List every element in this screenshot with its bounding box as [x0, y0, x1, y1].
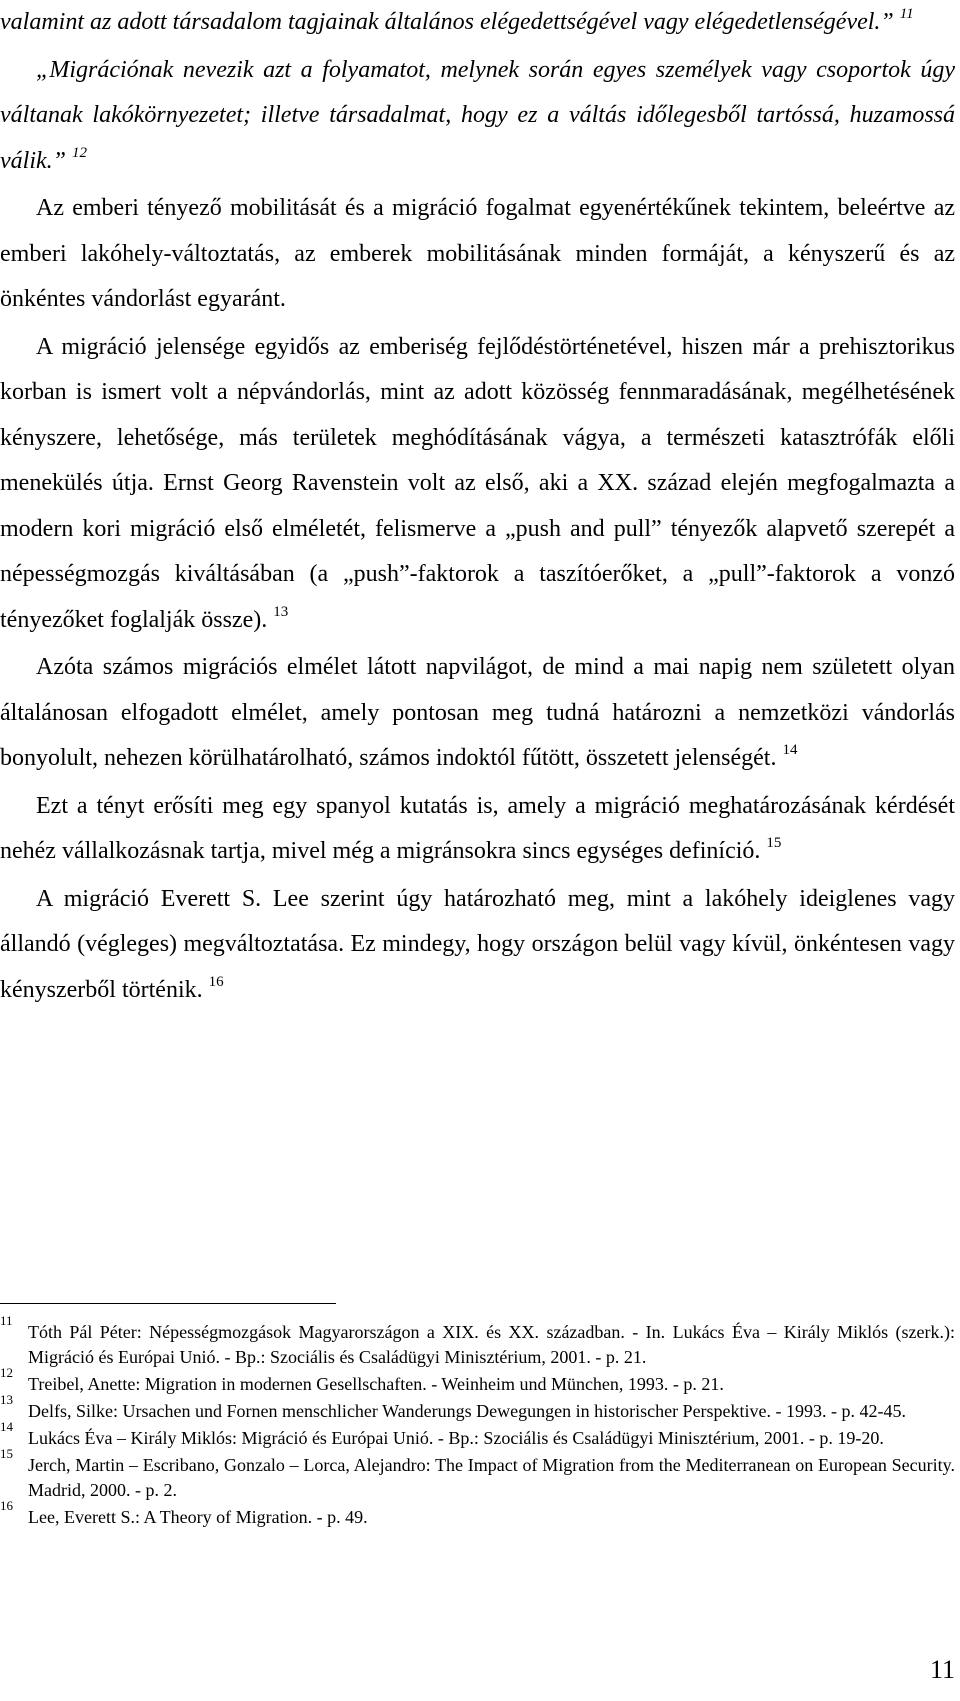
footnotes: [0, 1313, 955, 1532]
footnote-number: 11: [0, 1313, 13, 1328]
footnote-number: 14: [0, 1419, 13, 1434]
footnote-number: 16: [0, 1498, 13, 1513]
footnote-15: [0, 1446, 955, 1503]
paragraph-spanish-research: Ezt a tényt erősíti meg egy spanyol kutatás is, amely a migráció meghatározásának kérdését nehéz vállalkozásnak tartja, mivel még a migránsokra sincs egységes definíció. $^{15}$: [0, 792, 955, 864]
footnote-text: Lee, Everett S.: A Theory of Migration. - p. 49.: [28, 1507, 368, 1527]
footnote-14: [0, 1419, 955, 1451]
quote-paragraph-migration-definition: „Migrációnak nevezik azt a folyamatot, melynek során egyes személyek vagy csoportok úgy váltanak lakókörnyezetet; illetve társadalmat, hogy ez a váltás időlegesből tartóssá, huzamossá válik.” $^{12}$: [0, 56, 955, 174]
footnote-ref-15[interactable]: 15: [766, 835, 782, 851]
paragraph-history: A migráció jelensége egyidős az emberiség fejlődéstörténetével, hiszen már a prehisztorikus korban is ismert volt a népvándorlás, mint az adott közösség fennmaradásának, megélhetésének kényszere, lehetősége, más területek meghódításának vágya, a természeti katasztrófák előli menekülés útja. Ernst Georg Ravenstein volt az első, aki a XX. század elején megfogalmazta a modern kori migráció első elméletét, felismerve a „push and pull” tényezők alapvető szerepét a népességmozgás kiváltásában (a „push”-faktorok a taszítóerőket, a „pull”-faktorok a vonzó tényezőket foglalják össze). $^{13}$: [0, 333, 955, 633]
paragraph-lee-definition: A migráció Everett S. Lee szerint úgy határozható meg, mint a lakóhely ideiglenes vagy állandó (végleges) megváltoztatása. Ez mindegy, hogy országon belül vagy kívül, önkéntesen vagy kényszerből történik. $^{16}$: [0, 885, 955, 1003]
footnote-13: [0, 1392, 955, 1424]
footnote-ref-16[interactable]: 16: [208, 973, 224, 990]
footnote-ref-13[interactable]: 13: [273, 603, 289, 620]
footnote-text: Jerch, Martin – Escribano, Gonzalo – Lorca, Alejandro: The Impact of Migration from the Mediterranean on European Security. Madrid, 2000. - p. 2.: [28, 1455, 955, 1500]
footnote-separator: [0, 1303, 336, 1304]
footnote-number: 13: [0, 1392, 13, 1407]
footnote-number: 12: [0, 1365, 13, 1380]
footnote-text: Treibel, Anette: Migration in modernen Gesellschaften. - Weinheim und München, 1993. - p. 21.: [28, 1374, 724, 1394]
footnote-text: Delfs, Silke: Ursachen und Fornen menschlicher Wanderungs Dewegungen in historischer Perspektive. - 1993. - p. 42-45.: [28, 1401, 907, 1421]
footnote-text: Tóth Pál Péter: Népességmozgások Magyarországon a XIX. és XX. században. - In. Lukács Éva – Király Miklós (szerk.): Migráció és Európai Unió. - Bp.: Szociális és Családügyi Minisztérium, 2001. - p. 21.: [28, 1322, 955, 1367]
footnote-16: [0, 1498, 955, 1530]
footnote-number: 15: [0, 1446, 13, 1461]
paragraph-mobility: Az emberi tényező mobilitását és a migráció fogalmat egyenértékűnek tekintem, beleértve az emberi lakóhely-változtatás, az emberek mobilitásának minden formáját, a kényszerű és az önkéntes vándorlást egyaránt.: [0, 195, 955, 312]
footnote-ref-14[interactable]: 14: [782, 742, 798, 758]
footnote-11: [0, 1313, 955, 1370]
paragraph-theories: Azóta számos migrációs elmélet látott napvilágot, de mind a mai napig nem született olyan általánosan elfogadott elmélet, amely pontosan meg tudná határozni a nemzetközi vándorlás bonyolult, nehezen körülhatárolható, számos indoktól fűtött, összetett jelenségét. $^{14}$: [0, 654, 955, 771]
quote-paragraph-continuation: valamint az adott társadalom tagjainak általános elégedettségével vagy elégedetlenségével.” $^{11}$: [0, 6, 914, 35]
footnote-ref-11[interactable]: 11: [899, 6, 914, 22]
page-number: 11: [929, 1655, 955, 1684]
footnote-text: Lukács Éva – Király Miklós: Migráció és Európai Unió. - Bp.: Szociális és Családügyi Minisztérium, 2001. - p. 19-20.: [28, 1428, 884, 1448]
footnote-12: [0, 1365, 955, 1397]
footnote-ref-12[interactable]: 12: [72, 144, 87, 161]
